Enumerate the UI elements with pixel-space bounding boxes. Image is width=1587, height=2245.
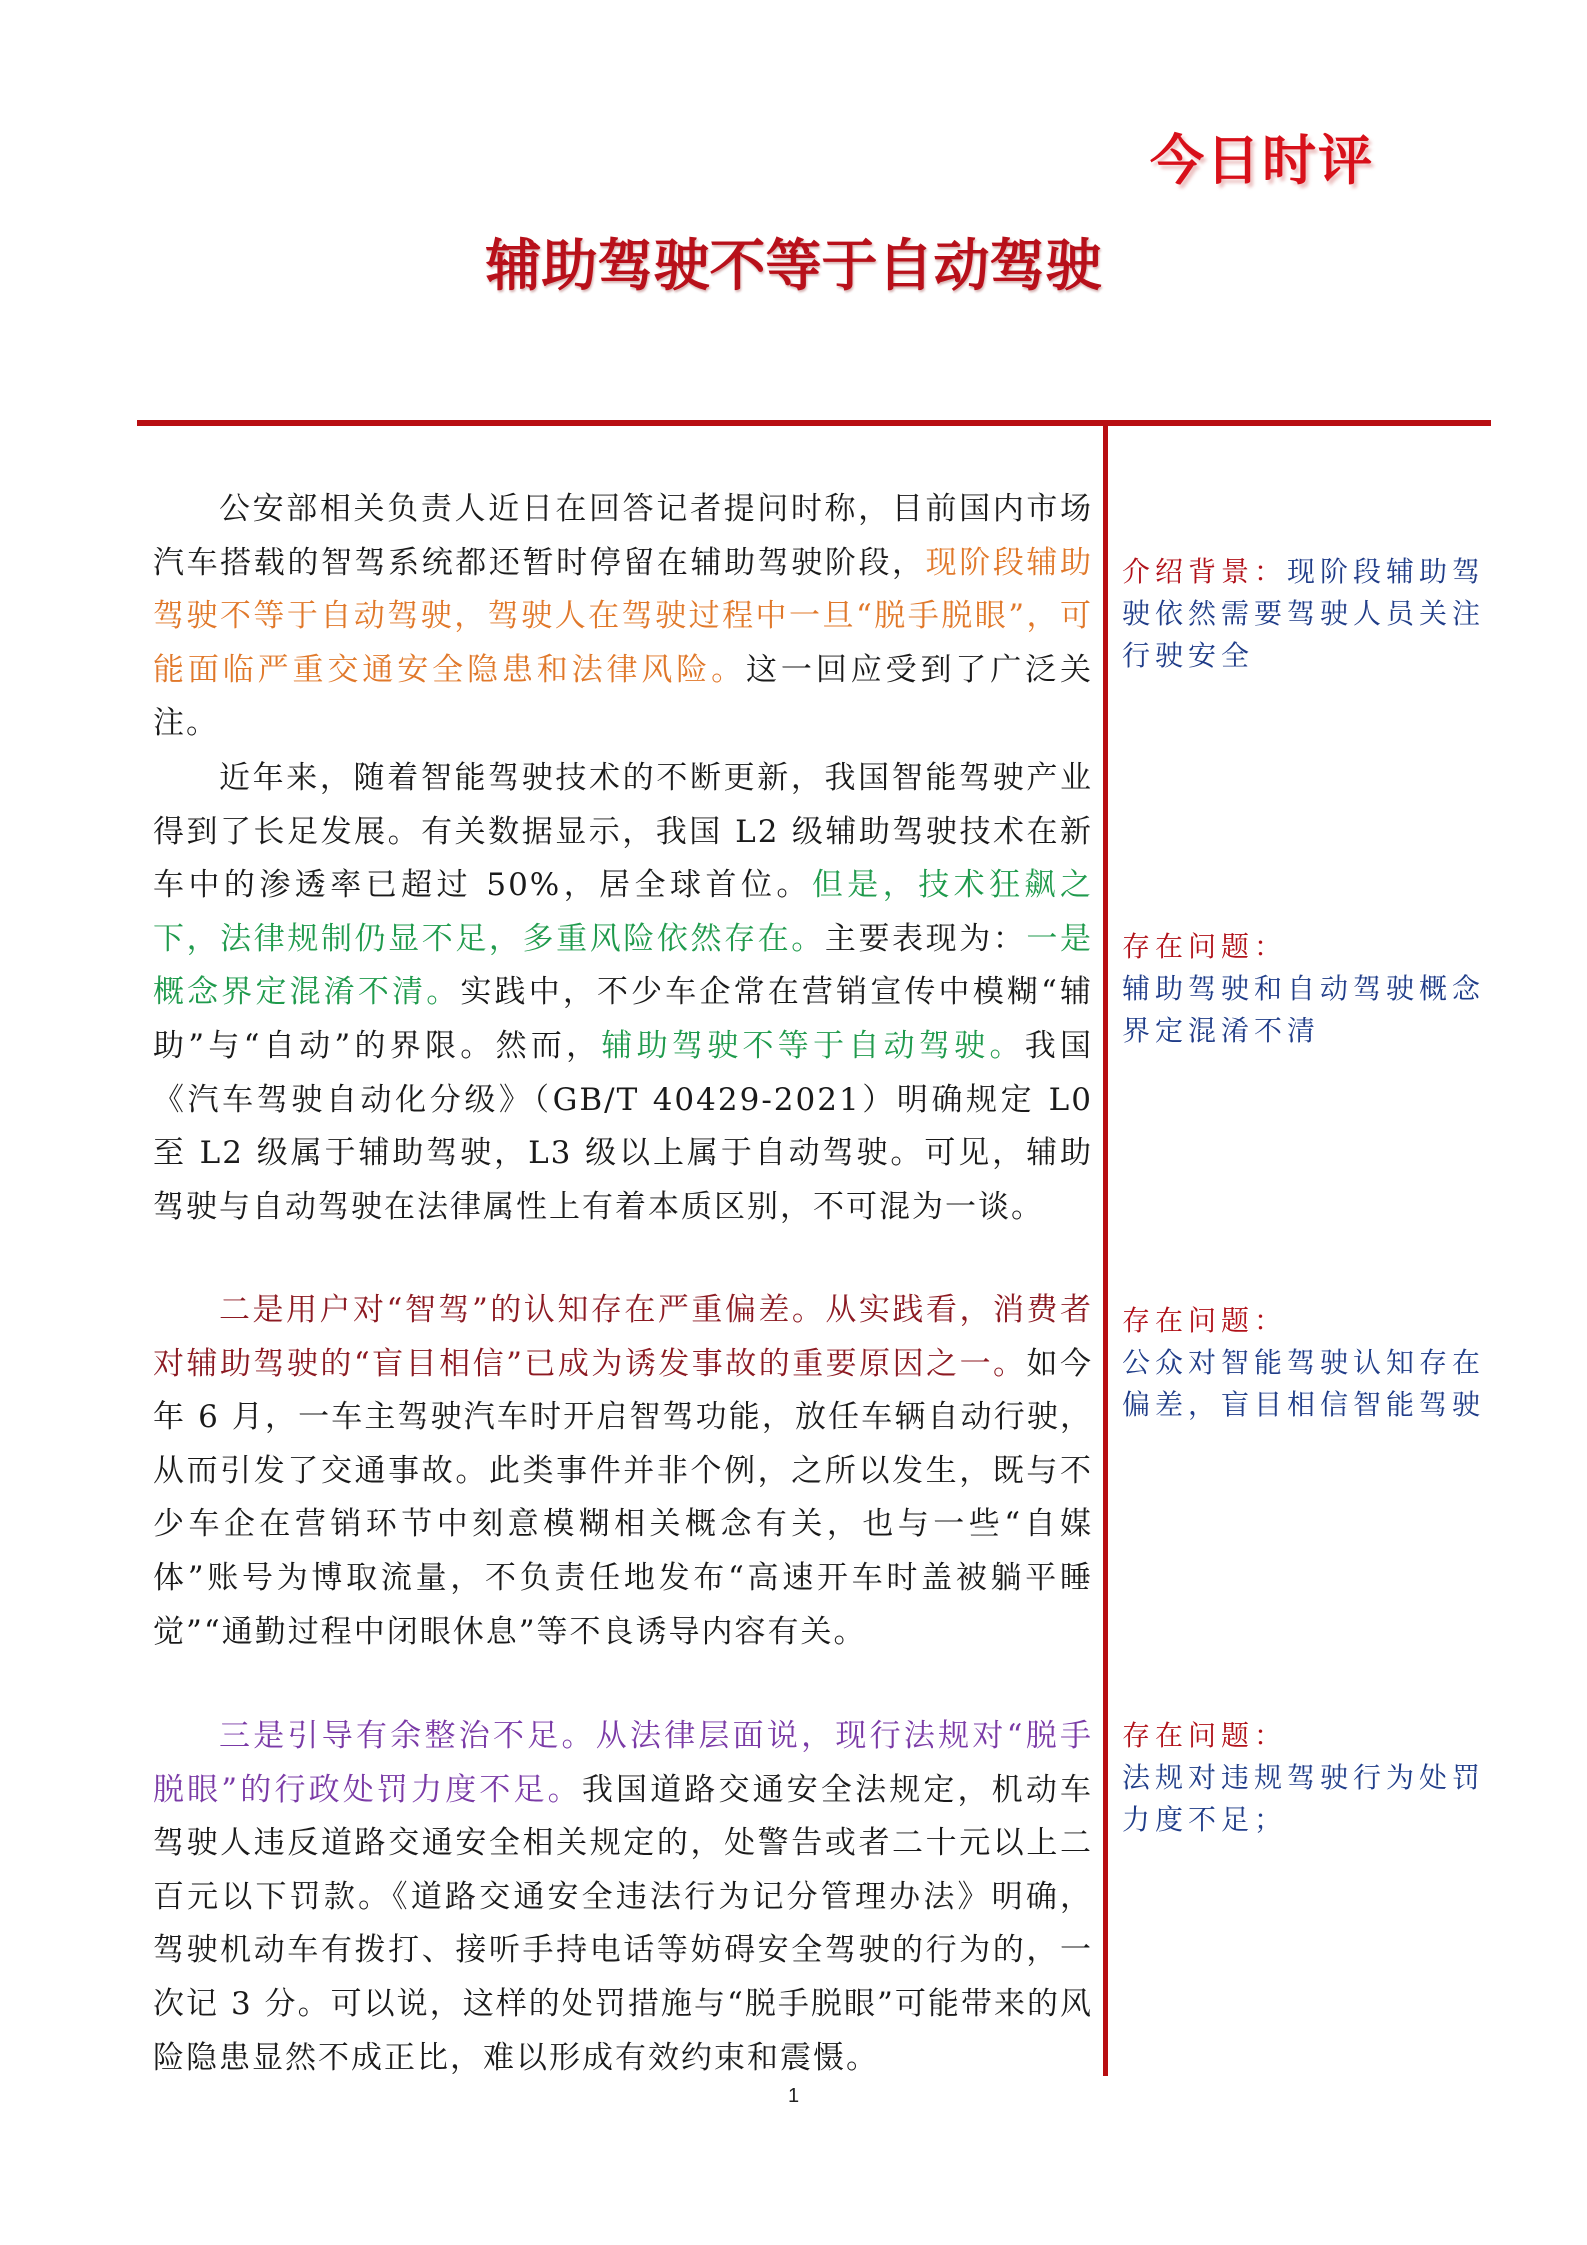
highlight-darkred: 二是用户对“智驾”的认知存在严重偏差。从实践看，消费者对辅助驾驶的“盲目相信”已成为诱发事故的重要原因之一。 xyxy=(153,1292,1093,1382)
side-note-label: 存在问题： xyxy=(1122,1719,1288,1752)
highlight-green: 辅助驾驶不等于自动驾驶。 xyxy=(601,1027,1025,1064)
paragraph-2 xyxy=(153,752,1093,1234)
page-number: 1 xyxy=(787,2085,800,2107)
text-segment: 公安部相关负责人近日在回答记者提问时称，目前国内市场汽车搭载的智驾系统都还暂时停留在辅助驾驶阶段， xyxy=(153,491,1093,581)
highlight-green: 但是，技术狂飙之下，法律规制仍显不足，多重风险依然存在。 xyxy=(153,867,1093,957)
header-divider xyxy=(137,420,1491,426)
side-note-text: 现阶段辅助驾驶依然需要驾驶人员关注行驶安全 xyxy=(1122,555,1486,672)
text-segment: 实践中，不少车企常在营销宣传中模糊“辅助”与“自动”的界限。然而， xyxy=(153,974,1093,1064)
side-note-text: 公众对智能驾驶认知存在偏差，盲目相信智能驾驶 xyxy=(1122,1346,1486,1421)
side-note-label: 介绍背景： xyxy=(1122,555,1288,588)
side-note-problem-2 xyxy=(1122,1300,1492,1426)
side-note-text: 辅助驾驶和自动驾驶概念界定混淆不清 xyxy=(1122,972,1486,1047)
side-note-background xyxy=(1122,551,1492,677)
margin-divider xyxy=(1103,420,1108,2076)
logo-today-commentary: 今日时评 xyxy=(1150,129,1374,192)
side-note-label: 存在问题： xyxy=(1122,930,1288,963)
text-segment: 主要表现为： xyxy=(824,920,1027,957)
paragraph-3 xyxy=(153,1284,1093,1659)
text-segment: 近年来，随着智能驾驶技术的不断更新，我国智能驾驶产业得到了长足发展。有关数据显示，我国 L2 级辅助驾驶技术在新车中的渗透率已超过 50%，居全球首位。 xyxy=(153,760,1093,904)
text-segment: 我国道路交通安全法规定，机动车驾驶人违反道路交通安全相关规定的，处警告或者二十元以上二百元以下罚款。《道路交通安全违法行为记分管理办法》明确，驾驶机动车有拨打、接听手持电话等妨碍安全驾驶的行为的，一次记 3 分。可以说，这样的处罚措施与“脱手脱眼”可能带来的风险隐患显然不成正比，难以形成有效约束和震慑。 xyxy=(153,1771,1093,2076)
side-note-text: 法规对违规驾驶行为处罚力度不足； xyxy=(1122,1761,1486,1836)
text-segment: 我国《汽车驾驶自动化分级》（GB/T 40429-2021）明确规定 L0 至 L2 级属于辅助驾驶，L3 级以上属于自动驾驶。可见，辅助驾驶与自动驾驶在法律属性上有着本质区别，不可混为一谈。 xyxy=(153,1027,1094,1225)
side-note-label: 存在问题： xyxy=(1122,1304,1288,1337)
text-segment: 如今年 6 月，一车主驾驶汽车时开启智驾功能，放任车辆自动行驶，从而引发了交通事故。此类事件并非个例，之所以发生，既与不少车企在营销环节中刻意模糊相关概念有关，也与一些“自媒体”账号为博取流量，不负责任地发布“高速开车时盖被躺平睡觉”“通勤过程中闭眼休息”等不良诱导内容有关。 xyxy=(153,1345,1093,1650)
side-note-problem-1 xyxy=(1122,926,1492,1052)
side-note-problem-3 xyxy=(1122,1715,1492,1841)
text-segment: 这一回应受到了广泛关注。 xyxy=(153,651,1094,742)
paragraph-1 xyxy=(153,483,1093,751)
paragraph-4 xyxy=(153,1710,1093,2085)
highlight-purple: 三是引导有余整治不足。从法律层面说，现行法规对“脱手脱眼”的行政处罚力度不足。 xyxy=(153,1718,1093,1808)
highlight-green: 一是概念界定混淆不清。 xyxy=(153,920,1094,1011)
page-title: 辅助驾驶不等于自动驾驶 xyxy=(485,234,1102,299)
highlight-orange: 现阶段辅助驾驶不等于自动驾驶，驾驶人在驾驶过程中一旦“脱手脱眼”，可能面临严重交通安全隐患和法律风险。 xyxy=(153,544,1094,688)
